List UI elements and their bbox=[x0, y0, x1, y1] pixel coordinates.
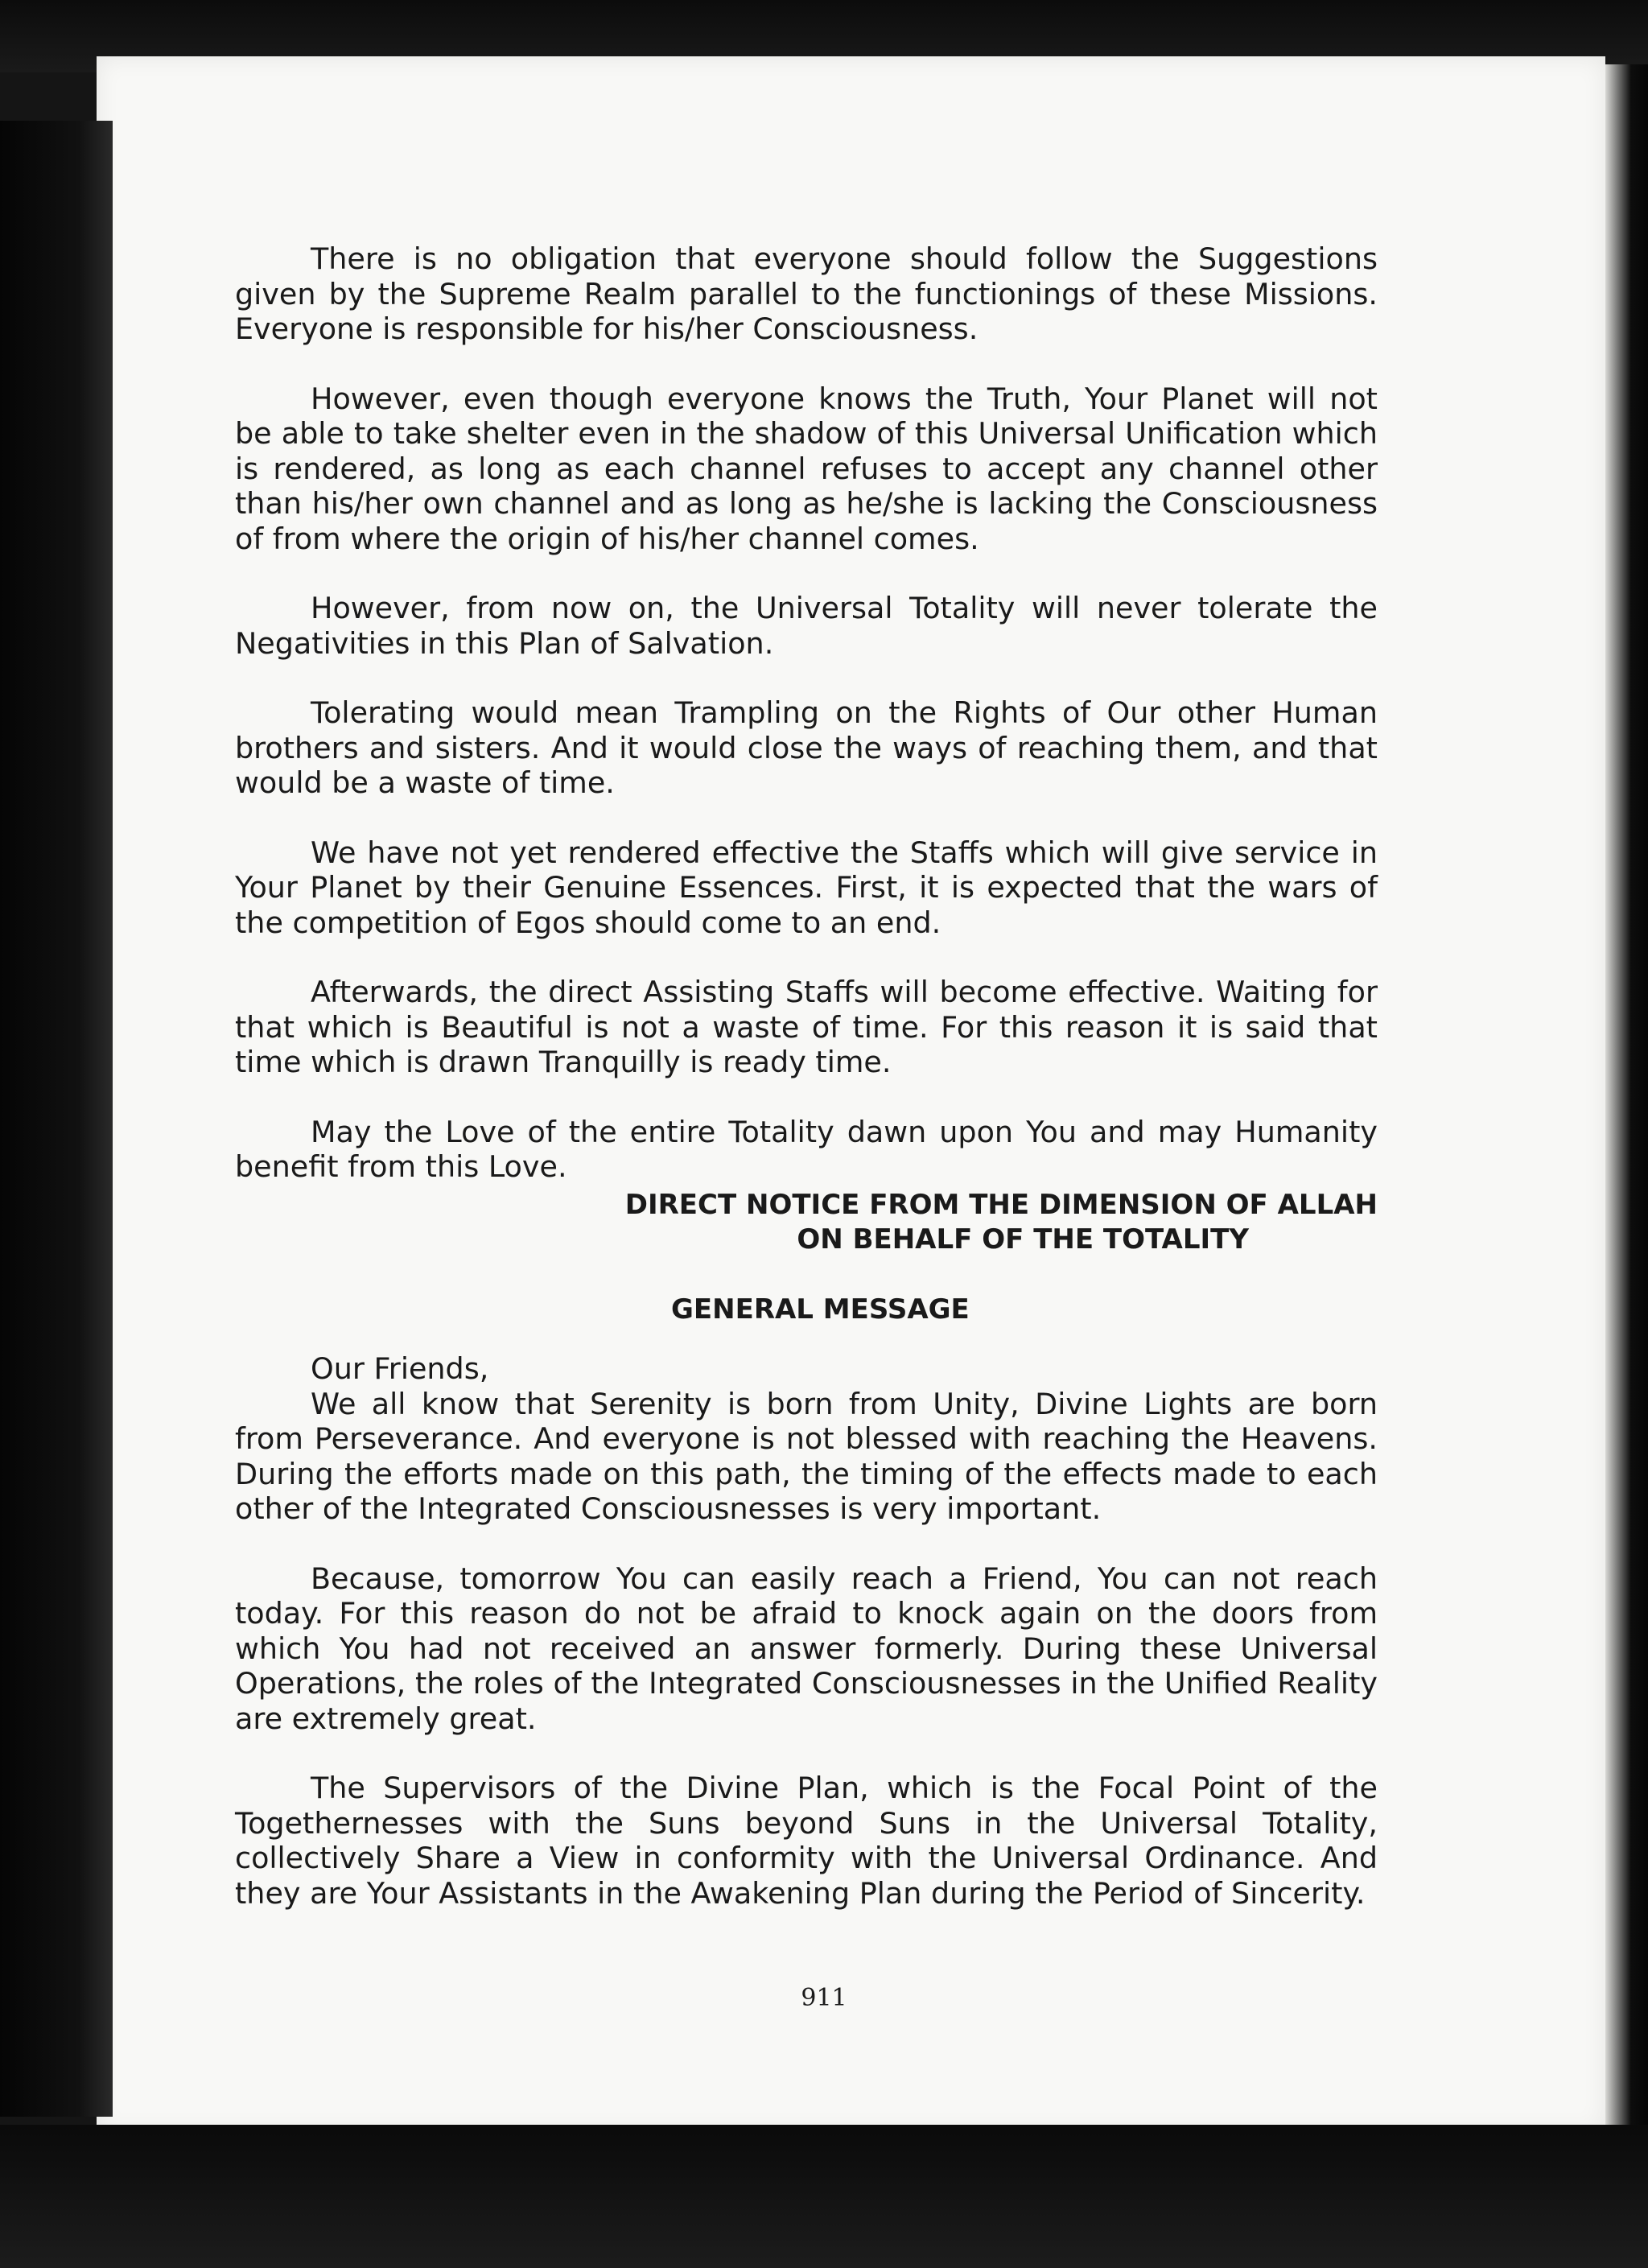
section-heading: GENERAL MESSAGE bbox=[671, 1293, 970, 1326]
signature-line-2: ON BEHALF OF THE TOTALITY bbox=[797, 1223, 1249, 1256]
scan-shadow-left bbox=[0, 121, 113, 2117]
salutation: Our Friends, bbox=[311, 1351, 489, 1386]
paragraph-afterwards: Afterwards, the direct Assisting Staffs will become effective. Waiting for that which is Beautiful is not a waste of time. For this reason it is said that time which is drawn Tranquilly is ready time. bbox=[235, 975, 1378, 1079]
page-number: 911 bbox=[801, 1984, 847, 2012]
signature-line-1: DIRECT NOTICE FROM THE DIMENSION OF ALLAH bbox=[624, 1188, 1378, 1221]
scan-shadow-bottom bbox=[0, 2125, 1648, 2268]
paragraph-tolerating: Tolerating would mean Trampling on the Rights of Our other Human brothers and sisters. And it would close the ways of reaching them, and that would be a waste of time. bbox=[235, 695, 1378, 800]
scan-shadow-right bbox=[1605, 64, 1648, 2141]
signature-block bbox=[235, 1188, 1378, 1258]
paragraph-love: May the Love of the entire Totality dawn upon You and may Humanity benefit from this Love. bbox=[235, 1114, 1378, 1184]
page-body bbox=[235, 241, 1378, 1945]
paragraph-tomorrow: Because, tomorrow You can easily reach a Friend, You can not reach today. For this reason do not be afraid to knock again on the doors from which You had not received an answer formerly. During these Universal Operations, the roles of the Integrated Consciousnesses in the Unified Reality are extremely great. bbox=[235, 1561, 1378, 1736]
paragraph-staffs: We have not yet rendered effective the Staffs which will give service in Your Planet by their Genuine Essences. First, it is expected that the wars of the competition of Egos should come to an end. bbox=[235, 835, 1378, 940]
paragraph-negativities: However, from now on, the Universal Totality will never tolerate the Negativities in this Plan of Salvation. bbox=[235, 591, 1378, 661]
paragraph-serenity: We all know that Serenity is born from Unity, Divine Lights are born from Perseverance. And everyone is not blessed with reaching the Heavens. During the efforts made on this path, the timing of the effects made to each other of the Integrated Consciousnesses is very important. bbox=[235, 1386, 1378, 1526]
paragraph-supervisors: The Supervisors of the Divine Plan, which is the Focal Point of the Togethernesses with the Suns beyond Suns in the Universal Totality, collectively Share a View in conformity with the Universal Ordinance. And they are Your Assistants in the Awakening Plan during the Period of Sincerity. bbox=[235, 1771, 1378, 1911]
paragraph-obligation: There is no obligation that everyone should follow the Suggestions given by the Supreme Realm parallel to the functionings of these Missions. Everyone is responsible for his/her Consciousness. bbox=[235, 241, 1378, 346]
paragraph-truth: However, even though everyone knows the Truth, Your Planet will not be able to take shelter even in the shadow of this Universal Unification which is rendered, as long as each channel refuses to accept any channel other than his/her own channel and as long as he/she is lacking the Consciousness of from where the origin of his/her channel comes. bbox=[235, 381, 1378, 556]
